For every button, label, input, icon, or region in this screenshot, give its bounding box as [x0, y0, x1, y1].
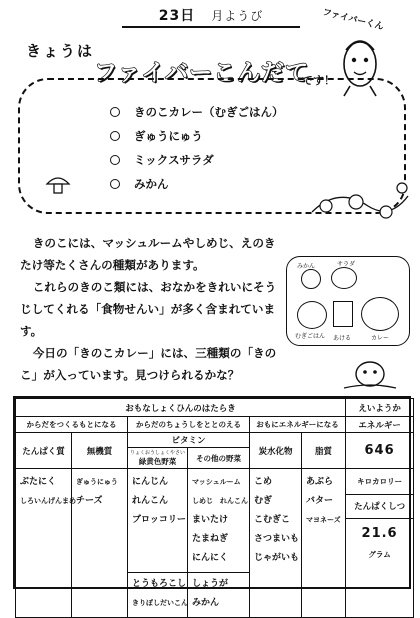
menu-item-label: ミックスサラダ: [134, 153, 214, 167]
paragraph: きのこには、マッシュルームやしめじ、えのきたけ等たくさんの種類があります。: [20, 236, 276, 272]
nutrition-values: [346, 469, 414, 618]
food-item: こむぎこ: [254, 515, 291, 525]
food-item: まいたけ: [192, 515, 229, 525]
mushroom-icon: [44, 172, 72, 196]
nutrition-title: えいようか: [346, 399, 414, 417]
circle-icon: [110, 179, 120, 189]
menu-item: [110, 172, 284, 196]
mascot-label: ファイバーくん: [321, 7, 385, 33]
header-vitamin: ビタミン: [128, 433, 250, 448]
date-header: [122, 4, 300, 28]
green-veg-reading: りょくおうしょくやさい: [129, 450, 185, 456]
food-item: みかん: [192, 598, 220, 608]
green-veg-label: 緑黄色野菜: [138, 457, 177, 466]
tray-label-mugi: むぎごはん: [295, 333, 326, 340]
menu-title: ファイバーこんだて: [94, 60, 310, 86]
food-item: チーズ: [76, 496, 103, 506]
other-veg-foods-bottom: [188, 573, 250, 618]
food-item: こめ: [254, 477, 273, 487]
food-item: さつまいも: [254, 534, 300, 544]
intro-desu: です！: [302, 74, 335, 87]
menu-item: [110, 148, 284, 172]
food-item: ブロッコリー: [132, 515, 186, 525]
header-fat: 脂質: [302, 433, 346, 469]
food-item: マヨネーズ: [306, 516, 341, 524]
protein-unit: グラム: [368, 550, 391, 559]
lunch-tray-illustration: [286, 256, 410, 346]
circle-icon: [110, 131, 120, 141]
green-veg-foods-bottom: [128, 573, 188, 618]
menu-item-label: きのこカレー（むぎごはん）: [134, 105, 284, 119]
category-body: からだをつくるもとになる: [16, 417, 128, 433]
intro-kyou: きょうは: [26, 42, 95, 60]
tray-label-mikan: みかん: [297, 263, 316, 270]
paragraph: 今日の「きのこカレー」には、三種類の「きのこ」が入っています。見つけられるかな？: [20, 346, 277, 382]
food-item: きりぼしだいこん: [132, 599, 188, 607]
food-item: ぶたにく: [20, 477, 57, 487]
body-text: [20, 232, 282, 386]
mineral-foods: [72, 469, 128, 618]
food-function-table: [13, 396, 411, 608]
food-item: むぎ: [254, 496, 273, 506]
header-green-veg: [128, 448, 188, 469]
menu-list: [110, 100, 284, 196]
protein-label: たんぱくしつ: [346, 495, 413, 519]
header-carb: 炭水化物: [250, 433, 302, 469]
energy-value: 646: [346, 433, 414, 469]
other-veg-foods: [188, 469, 250, 573]
circle-icon: [110, 107, 120, 117]
category-condition: からだのちょうしをととのえる: [128, 417, 250, 433]
menu-item-label: みかん: [134, 177, 169, 191]
circle-icon: [110, 155, 120, 165]
protein-foods: [16, 469, 76, 618]
carrot-character-icon: [340, 354, 400, 394]
menu-item: [110, 124, 284, 148]
food-item: じゃがいも: [254, 553, 300, 563]
header-mineral: 無機質: [72, 433, 128, 469]
food-item: しょうが: [192, 579, 229, 589]
food-item: れんこん: [132, 496, 169, 506]
category-energy: おもにエネルギーになる: [250, 417, 346, 433]
header-protein: たんぱく質: [16, 433, 72, 469]
food-item: にんじん: [132, 477, 169, 487]
weekday-text: 月ようび: [211, 8, 264, 23]
vegetables-doodle-icon: [308, 172, 412, 232]
tray-label-akeru: あける: [333, 335, 352, 342]
tray-label-curry: カレー: [371, 335, 390, 342]
green-veg-foods: [128, 469, 188, 573]
table-heading: おもなしょくひんのはたらき: [16, 399, 346, 417]
food-item: たまねぎ: [192, 534, 229, 544]
food-item: バター: [306, 496, 334, 506]
tray-label-salad: サラダ: [337, 261, 355, 268]
menu-item: [110, 100, 284, 124]
food-item: にんにく: [192, 553, 229, 563]
energy-label: エネルギー: [346, 417, 414, 433]
protein-value: 21.6: [361, 526, 398, 541]
paragraph: これらのきのこ類には、おなかをきれいにそうじしてくれる「食物せんい」が多く含まれています。: [20, 280, 277, 338]
food-item: しろいんげんまめ: [20, 497, 76, 505]
food-item: あぶら: [306, 477, 334, 487]
menu-item-label: ぎゅうにゅう: [134, 129, 203, 143]
date-text: 23日: [158, 8, 196, 24]
carb-foods: [250, 469, 302, 618]
fat-foods: [302, 469, 346, 618]
food-item: とうもろこし: [132, 579, 187, 589]
food-item: しめじ れんこん: [192, 497, 248, 505]
food-item: マッシュルーム: [192, 478, 241, 486]
food-item: ぎゅうにゅう: [76, 478, 118, 486]
energy-unit: キロカロリー: [346, 469, 413, 495]
header-other-veg: その他の野菜: [188, 448, 250, 469]
